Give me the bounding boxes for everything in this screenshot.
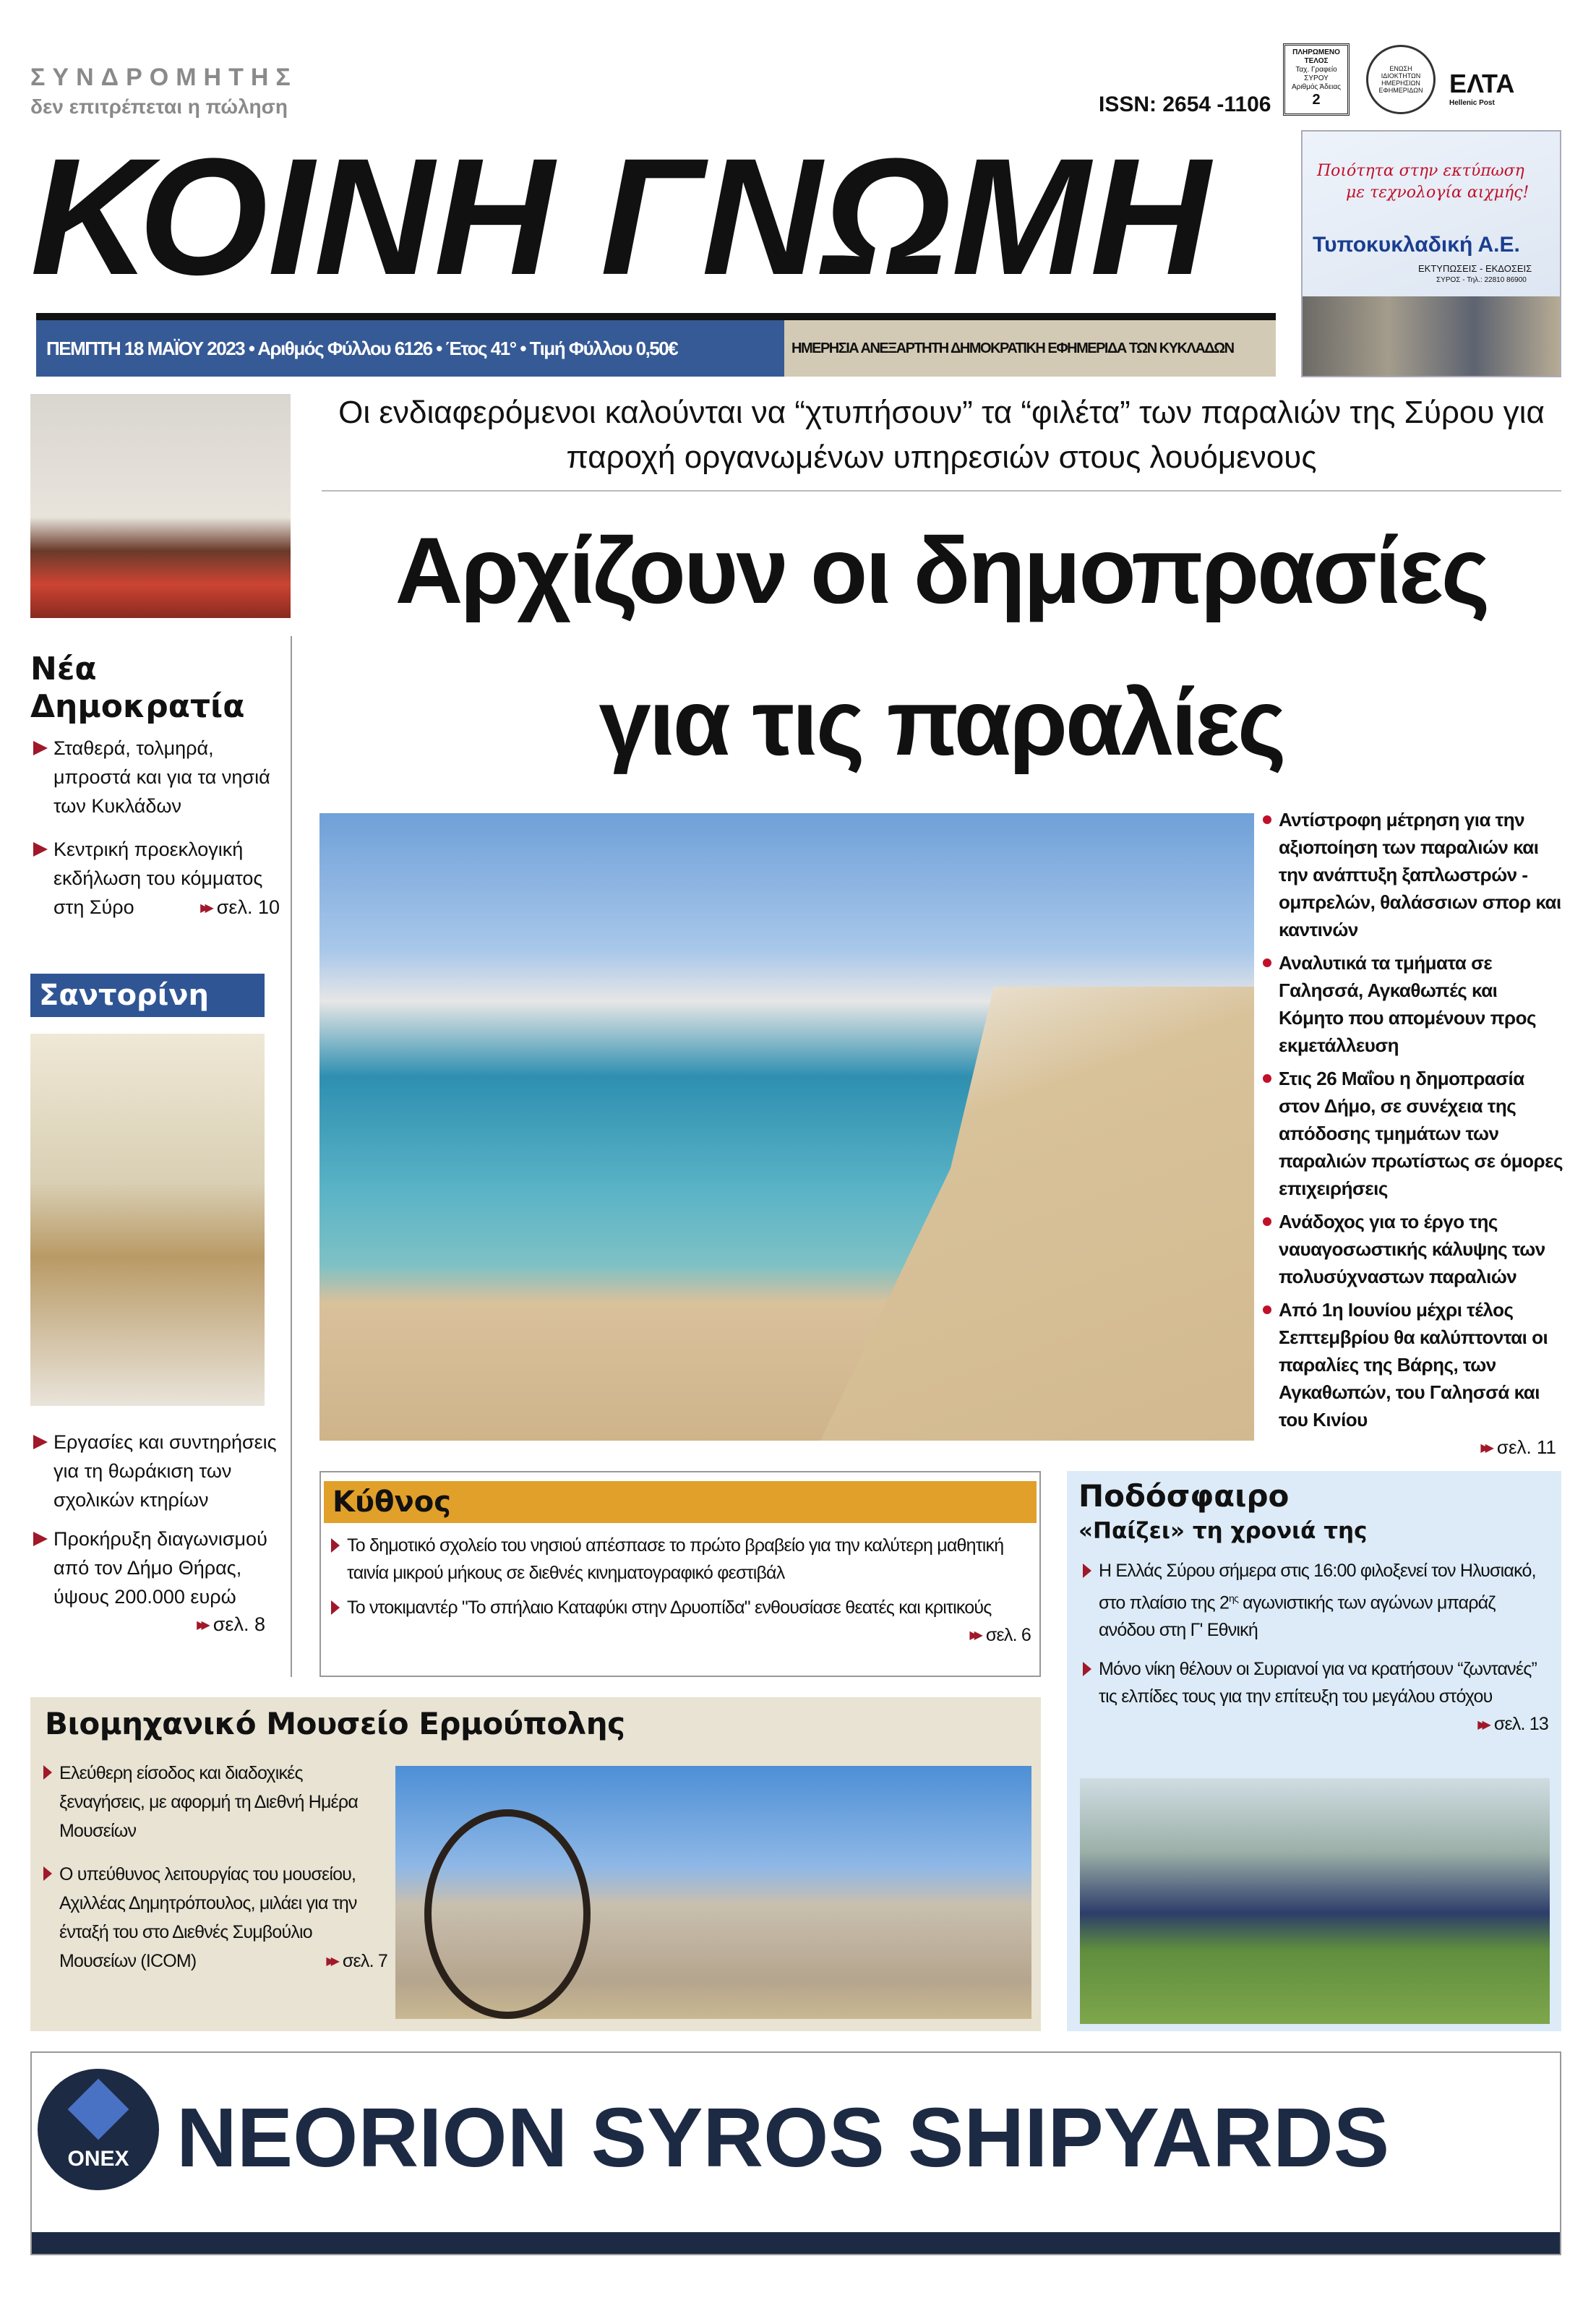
museum-bullet-text: Ο υπεύθυνος λειτουργίας του μουσείου, Αχιλλέας Δημητρόπουλος, μιλάει για την ένταξή του στο Διεθνές Συμβούλιο Μουσείων (ICOM) (59, 1864, 357, 1971)
nd-bullet: Σταθερά, τολμηρά, μπροστά και για τα νησιά των Κυκλάδων (30, 734, 280, 820)
museum-photo (395, 1766, 1031, 2019)
waterwheel-shape (424, 1809, 591, 2019)
postage-paid-stamp (1283, 43, 1350, 116)
stamp-line2: Ταχ. Γραφείο ΣΥΡΟΥ (1295, 66, 1337, 82)
kythnos-bullet-text: Το ντοκιμαντέρ "Το σπήλαιο Καταφύκι στην Δρυοπίδα" ενθουσίασε θεατές και κριτικούς (347, 1597, 992, 1618)
stamp-number: 2 (1312, 92, 1321, 108)
santorini-bullet: Προκήρυξη διαγωνισμού από τον Δήμο Θήρας, ύψους 200.000 ευρώ (30, 1524, 280, 1611)
main-subheadline: Οι ενδιαφερόμενοι καλούνται να “χτυπήσουν” τα “φιλέτα” των παραλιών της Σύρου για παροχή οργανωμένων υπηρεσιών στους λουόμενους (338, 395, 1545, 475)
no-sale-label: δεν επιτρέπεται η πώληση (30, 95, 288, 118)
santorini-header: Σαντορίνη (30, 974, 265, 1017)
nd-title: Νέα Δημοκρατία (30, 651, 245, 725)
dateline: ΠΕΜΠΤΗ 18 ΜΑΪΟΥ 2023 • Αριθμός Φύλλου 6126 • Έτος 41° • Τιμή Φύλλου 0,50€ (36, 320, 784, 377)
main-bullet: Στις 26 Μαΐου η δημοπρασία στον Δήμο, σε συνέχεια της απόδοσης τμημάτων των παραλιών πρωτίστως σε όμορες επιχειρήσεις (1261, 1065, 1563, 1202)
football-bullet-text: Μόνο νίκη θέλουν οι Συριανοί για να κρατήσουν “ζωντανές” τις ελπίδες τους για την επίτευξη του μεγάλου στόχου (1099, 1659, 1537, 1707)
kythnos-bullet: Το δημοτικό σχολείο του νησιού απέσπασε το πρώτο βραβείο για την καλύτερη μαθητική ταινία μικρού μήκους σε διεθνές κινηματογραφικό φεστιβάλ (328, 1532, 1031, 1587)
football-subtitle: «Παίζει» τη χρονιά της (1078, 1518, 1368, 1544)
kythnos-header: Κύθνος (324, 1481, 1037, 1523)
stamp-line3: Αριθμός Άδειας (1291, 83, 1342, 91)
kythnos-bullet (328, 1594, 1031, 1645)
page-ref: ▶▶ σελ. 6 (969, 1621, 1031, 1650)
issn: ISSN: 2654 -1106 (1099, 93, 1271, 116)
kythnos-box[interactable] (319, 1471, 1041, 1677)
page-ref: ▶▶ σελ. 7 (326, 1947, 387, 1976)
football-bullet-text: Η Ελλάς Σύρου σήμερα στις 16:00 φιλοξενεί τον Ηλυσιακό, στο πλαίσιο της 2 (1099, 1561, 1536, 1613)
ad-services: ΕΚΤΥΠΩΣΕΙΣ - ΕΚΔΟΣΕΙΣ (1418, 263, 1532, 274)
nd-article[interactable] (30, 734, 280, 936)
ad-contact: ΣΥΡΟΣ - Τηλ.: 22810 86900 (1436, 276, 1527, 284)
santorini-article[interactable] (30, 1428, 280, 1639)
dateline-bar (36, 320, 1276, 377)
masthead-rule (36, 313, 1276, 320)
page-ref: ▶▶ σελ. 11 (1480, 1436, 1556, 1458)
logo-text: ONEX (67, 2147, 129, 2171)
football-training-photo (1080, 1778, 1550, 2024)
column-divider (291, 636, 292, 1677)
shipyards-banner[interactable] (30, 2051, 1561, 2255)
nd-bullet (30, 835, 280, 922)
santorini-bullet: Εργασίες και συντηρήσεις για τη θωράκιση των σχολικών κτηρίων (30, 1428, 280, 1514)
ad-brand: Τυποκυκλαδική Α.Ε. (1313, 233, 1520, 257)
main-bullet: Ανάδοχος για το έργο της ναυαγοσωστικής κάλυψης των πολυσύχναστων παραλιών (1261, 1208, 1563, 1290)
ordinal-suffix: ης (1229, 1592, 1239, 1604)
banner-stripe (32, 2232, 1560, 2254)
stamp-line1: ΠΛΗΡΩΜΕΝΟ ΤΕΛΟΣ (1292, 48, 1340, 65)
beach-photo (319, 813, 1254, 1441)
elta-logo (1449, 69, 1514, 107)
printing-ad[interactable] (1301, 130, 1561, 377)
main-bullet: Από 1η Ιουνίου μέχρι τέλος Σεπτεμβρίου θα καλύπτονται οι παραλίες της Βάρης, των Αγκαθωπών, του Γαλησσά και του Κινίου (1261, 1296, 1563, 1433)
nd-bullet-text: Κεντρική προεκλογική εκδήλωση του κόμματος στη Σύρο (53, 839, 263, 918)
subheadline-rule (322, 490, 1561, 492)
page-ref: ▶▶ σελ. 8 (197, 1613, 265, 1635)
nd-event-photo (30, 394, 291, 618)
main-bullet: Αντίστροφη μέτρηση για την αξιοποίηση των παραλιών και την ανάπτυξη ξαπλωστρών - ομπρελών, θαλάσσιων σπορ και καντινών (1261, 806, 1563, 943)
football-bullet (1080, 1655, 1548, 1735)
museum-bullet: Ελεύθερη είσοδος και διαδοχικές ξεναγήσεις, με αφορμή τη Διεθνή Ημέρα Μουσείων (40, 1759, 387, 1845)
elta-text: ΕΛΤΑ (1449, 69, 1515, 98)
publishers-seal-icon (1366, 45, 1436, 114)
classroom-photo (30, 1034, 265, 1406)
elta-subtext: Hellenic Post (1449, 99, 1495, 107)
tagline: ΗΜΕΡΗΣΙΑ ΑΝΕΞΑΡΤΗΤΗ ΔΗΜΟΚΡΑΤΙΚΗ ΕΦΗΜΕΡΙΔΑ ΤΩΝ ΚΥΚΛΑΔΩΝ (784, 320, 1276, 377)
main-bullets (1261, 806, 1563, 1461)
museum-title: Βιομηχανικό Μουσείο Ερμούπολης (45, 1706, 625, 1741)
subscriber-label: ΣΥΝΔΡΟΜΗΤΗΣ (30, 64, 298, 91)
page-ref: ▶▶ σελ. 10 (200, 893, 280, 923)
main-headline[interactable] (322, 494, 1561, 798)
football-title: Ποδόσφαιρο (1078, 1478, 1290, 1514)
ad-slogan-1: Ποιότητα στην εκτύπωση (1317, 162, 1524, 180)
football-box[interactable] (1067, 1471, 1561, 2031)
headline-line-2: για τις παραλίες (598, 669, 1284, 775)
banner-name: NEORION SYROS SHIPYARDS (176, 2090, 1390, 2184)
masthead-title: ΚΟΙΝΗ ΓΝΩΜΗ (30, 124, 1211, 309)
page-ref: ▶▶ σελ. 13 (1477, 1710, 1548, 1738)
onex-logo (38, 2069, 159, 2190)
main-bullet: Αναλυτικά τα τμήματα σε Γαλησσά, Αγκαθωπές και Κόμητο που απομένουν προς εκμετάλλευση (1261, 949, 1563, 1059)
museum-box[interactable] (30, 1697, 1041, 2031)
diamond-icon (68, 2079, 129, 2140)
ad-slogan-2: με τεχνολογία αιχμής! (1346, 184, 1530, 202)
football-bullet-text: αγωνιστικής των αγώνων μπαράζ ανόδου στη Γ' Εθνική (1099, 1592, 1496, 1641)
football-bullet (1080, 1557, 1548, 1644)
museum-bullet (40, 1860, 387, 1976)
headline-line-1: Αρχίζουν οι δημοπρασίες (395, 518, 1488, 623)
ad-photo (1303, 296, 1560, 376)
seal-text: ΕΝΩΣΗ ΙΔΙΟΚΤΗΤΩΝ ΗΜΕΡΗΣΙΩΝ ΕΦΗΜΕΡΙΔΩΝ (1378, 65, 1423, 94)
